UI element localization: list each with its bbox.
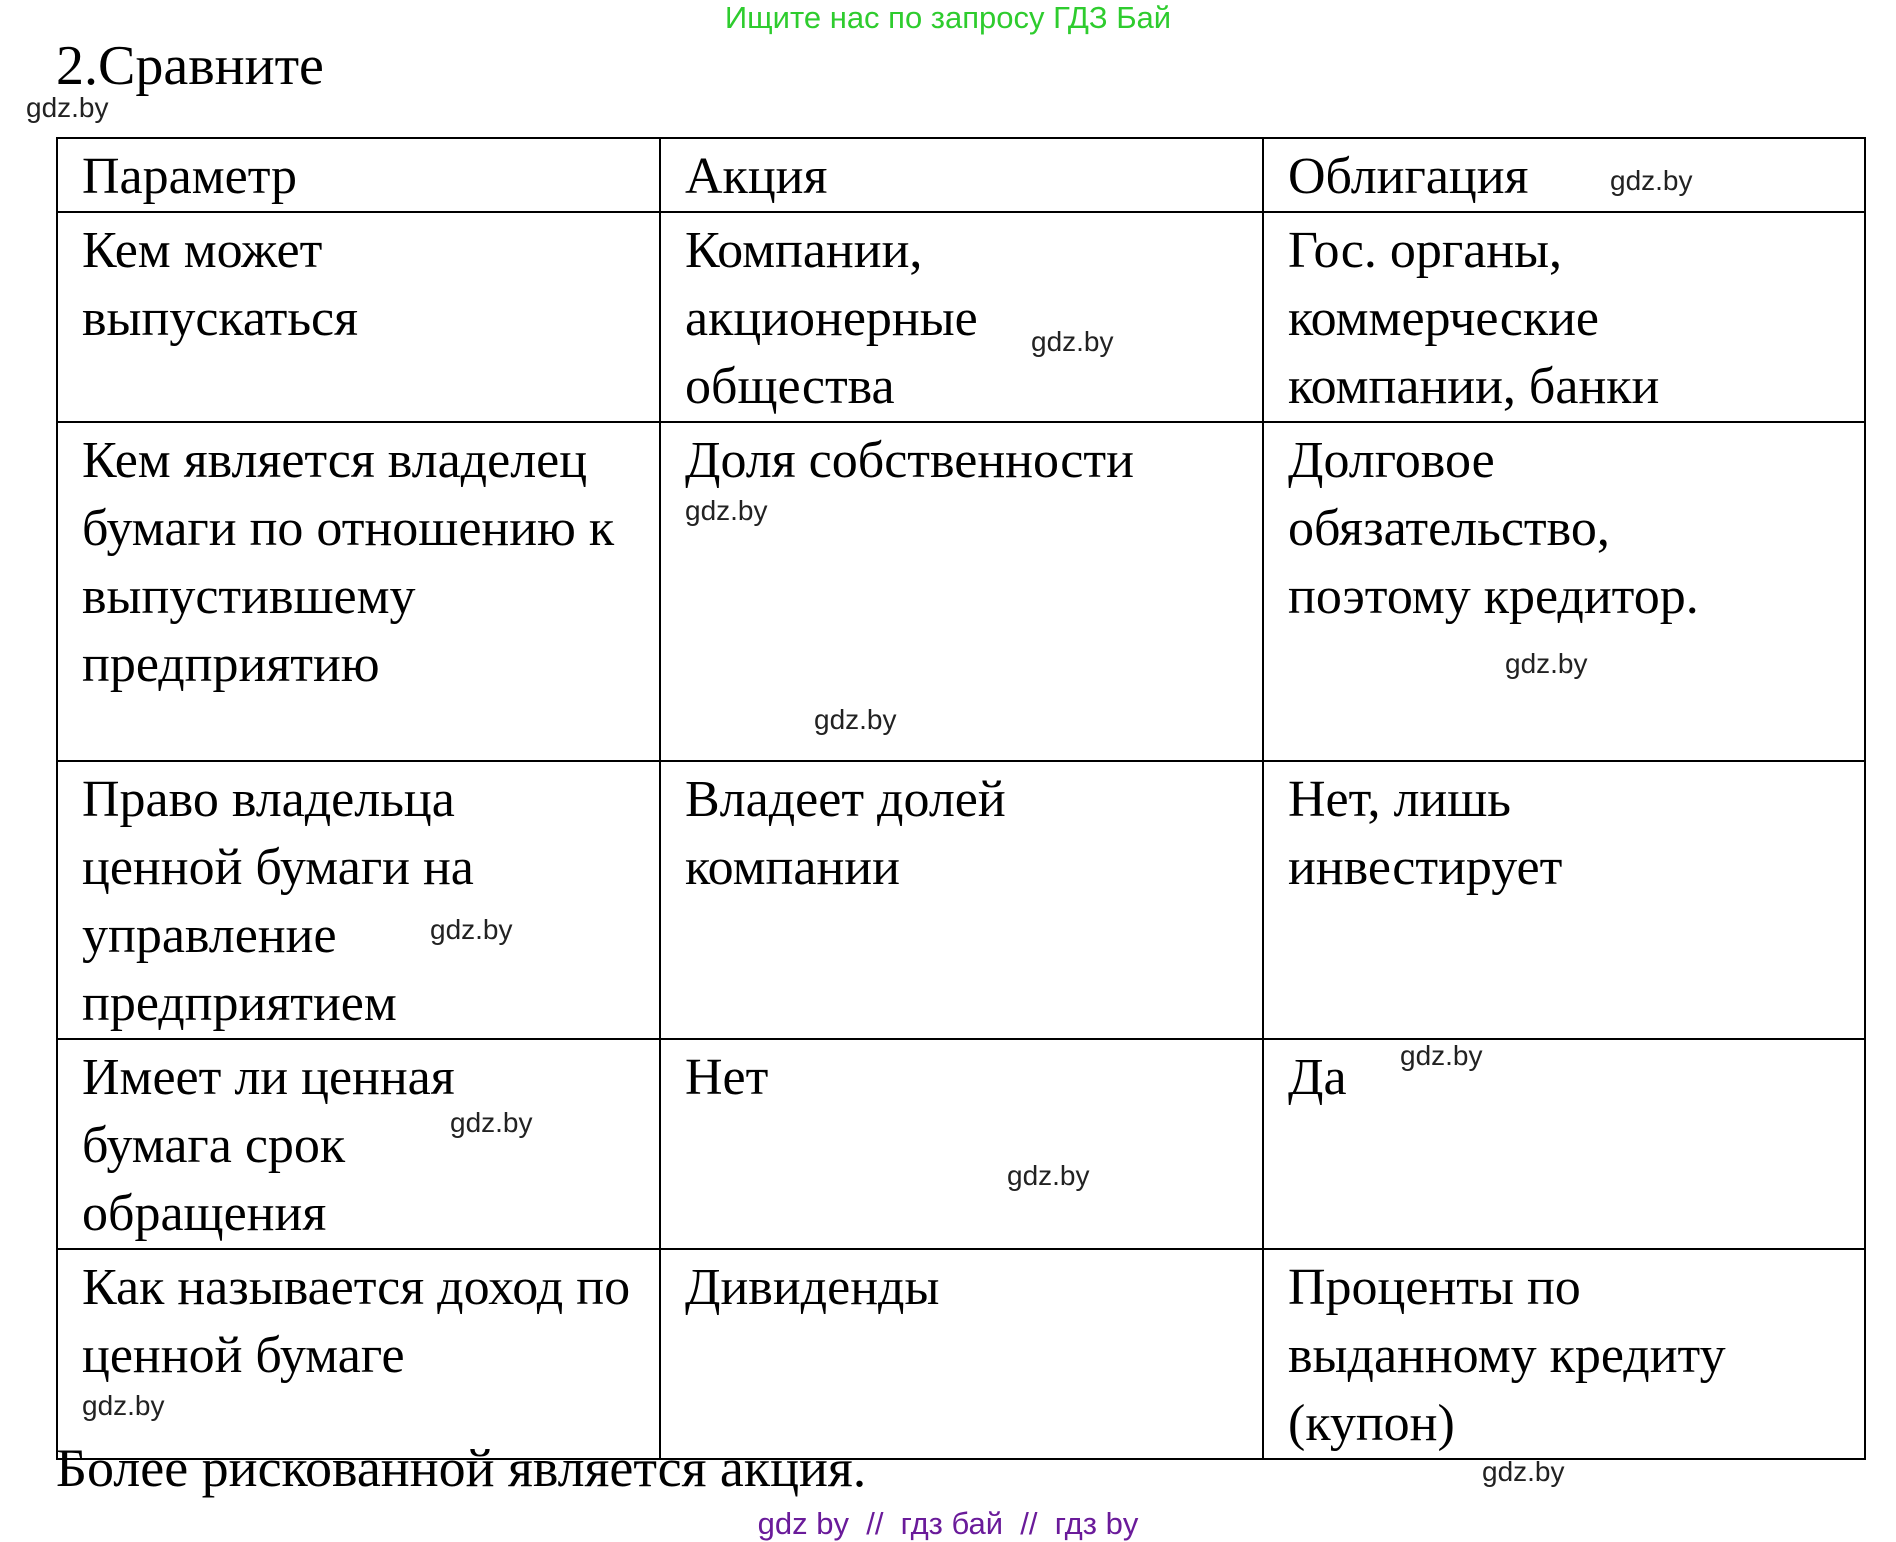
header-cell: Акция [660,138,1263,212]
page-title: 2.Сравните [56,35,324,97]
table-cell: Проценты по выданному кредиту (купон) [1263,1249,1865,1459]
table-cell: Доля собственности [660,422,1263,761]
watermark: gdz.by [685,495,768,526]
watermark: gdz.by [26,92,109,123]
watermark: gdz.by [450,1107,533,1138]
table-cell: Компании, акционерные общества [660,212,1263,422]
table-cell: Имеет ли ценная бумага срок обращения [57,1039,660,1249]
watermark: gdz.by [430,914,513,945]
table-cell: Нет [660,1039,1263,1249]
footer-watermark: gdz by // гдз бай // гдз by [757,1506,1139,1541]
table-cell: Дивиденды [660,1249,1263,1459]
table-row [57,1249,1865,1459]
table-header-row [57,138,1865,212]
watermark: gdz.by [1610,165,1693,196]
header-cell: Облигация [1263,138,1865,212]
table-cell: Нет, лишь инвестирует [1263,761,1865,1039]
table-cell: Кем может выпускаться [57,212,660,422]
table-row [57,761,1865,1039]
top-banner: Ищите нас по запросу ГДЗ Бай [724,0,1172,35]
table-cell: Да [1263,1039,1865,1249]
table-row [57,1039,1865,1249]
table-cell: Владеет долей компании [660,761,1263,1039]
watermark: gdz.by [1400,1040,1483,1071]
watermark: gdz.by [1505,648,1588,679]
watermark: gdz.by [82,1390,165,1421]
comparison-table [56,137,1866,1460]
table-row [57,422,1865,761]
watermark: gdz.by [814,704,897,735]
table-cell: Кем является владелец бумаги по отношению к выпустившему предприятию [57,422,660,761]
watermark: gdz.by [1007,1160,1090,1191]
table-row [57,212,1865,422]
conclusion-text: Более рискованной является акция. [56,1438,867,1498]
table-cell: Долговое обязательство, поэтому кредитор. [1263,422,1865,761]
table-cell: Право владельца ценной бумаги на управление предприятием [57,761,660,1039]
header-cell: Параметр [57,138,660,212]
table-cell: Гос. органы, коммерческие компании, банки [1263,212,1865,422]
watermark: gdz.by [1031,326,1114,357]
watermark: gdz.by [1482,1456,1565,1487]
table-cell: Как называется доход по ценной бумаге [57,1249,660,1459]
